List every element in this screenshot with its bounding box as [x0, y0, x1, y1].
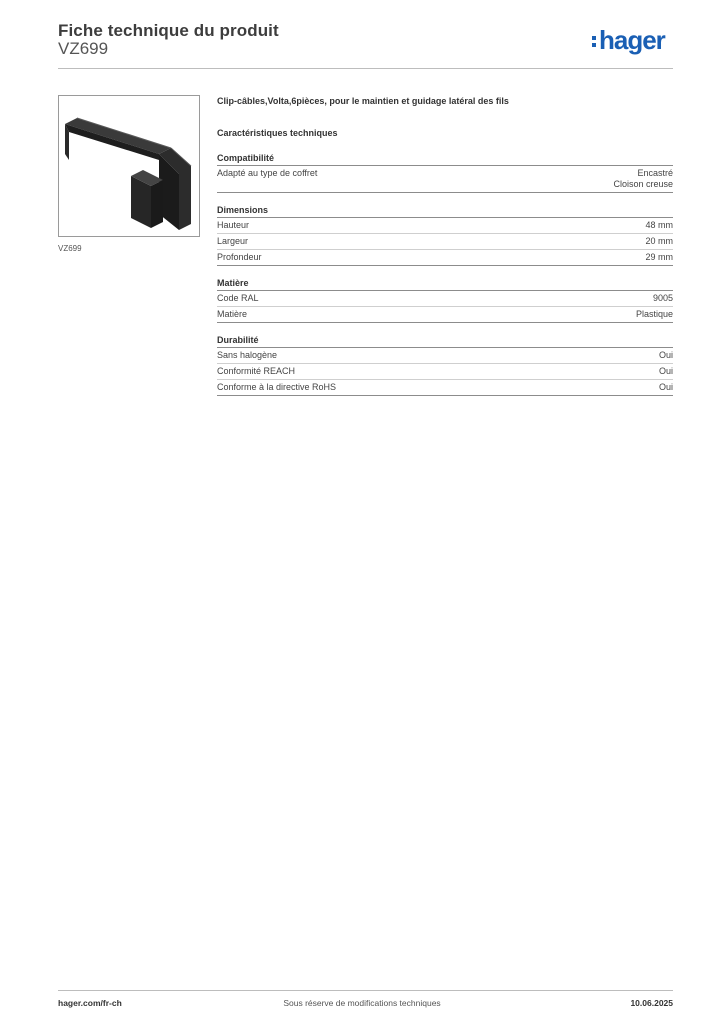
spec-row	[217, 307, 673, 323]
specifications	[217, 96, 673, 396]
footer-date: 10.06.2025	[630, 998, 673, 1008]
spec-value-line: Cloison creuse	[613, 179, 673, 189]
group-title-compatibility: Compatibilité	[217, 153, 673, 166]
group-title-dimensions: Dimensions	[217, 205, 673, 218]
spec-label: Sans halogène	[217, 350, 278, 360]
logo-text: hager	[599, 25, 665, 55]
spec-row	[217, 348, 673, 364]
spec-label: Conformité REACH	[217, 366, 296, 376]
footer-website-link[interactable]: hager.com/fr-ch	[58, 998, 122, 1008]
hager-logo[interactable]	[592, 26, 665, 58]
spec-value	[613, 168, 673, 190]
spec-label: Profondeur	[217, 252, 262, 262]
footer-divider	[58, 990, 673, 991]
spec-row	[217, 250, 673, 266]
spec-value: Plastique	[635, 309, 673, 319]
spec-label: Code RAL	[217, 293, 259, 303]
section-title: Caractéristiques techniques	[217, 128, 338, 138]
cable-clip-icon	[59, 96, 199, 236]
spec-label: Hauteur	[217, 220, 250, 230]
spec-row	[217, 234, 673, 250]
spec-row	[217, 218, 673, 234]
logo-dots-icon	[592, 36, 596, 50]
product-image	[58, 95, 200, 237]
spec-value: 20 mm	[645, 236, 673, 246]
spec-label: Matière	[217, 309, 248, 319]
spec-value: Oui	[658, 366, 673, 376]
spec-label: Adapté au type de coffret	[217, 168, 318, 178]
spec-row	[217, 364, 673, 380]
footer-notice: Sous réserve de modifications techniques	[283, 998, 441, 1008]
spec-row	[217, 166, 673, 193]
spec-value: 9005	[652, 293, 673, 303]
spec-value: Oui	[658, 382, 673, 392]
spec-row	[217, 380, 673, 396]
header-divider	[58, 68, 673, 69]
spec-label: Conforme à la directive RoHS	[217, 382, 337, 392]
spec-row	[217, 291, 673, 307]
group-title-material: Matière	[217, 278, 673, 291]
product-reference: VZ699	[58, 39, 109, 58]
spec-value: Oui	[658, 350, 673, 360]
spec-value: 48 mm	[645, 220, 673, 230]
page-title: Fiche technique du produit	[58, 21, 279, 40]
group-title-durability: Durabilité	[217, 335, 673, 348]
product-description: Clip-câbles,Volta,6pièces, pour le maintien et guidage latéral des fils	[217, 96, 509, 106]
spec-label: Largeur	[217, 236, 249, 246]
spec-value-line: Encastré	[637, 168, 673, 178]
spec-value: 29 mm	[645, 252, 673, 262]
image-caption: VZ699	[58, 244, 82, 253]
